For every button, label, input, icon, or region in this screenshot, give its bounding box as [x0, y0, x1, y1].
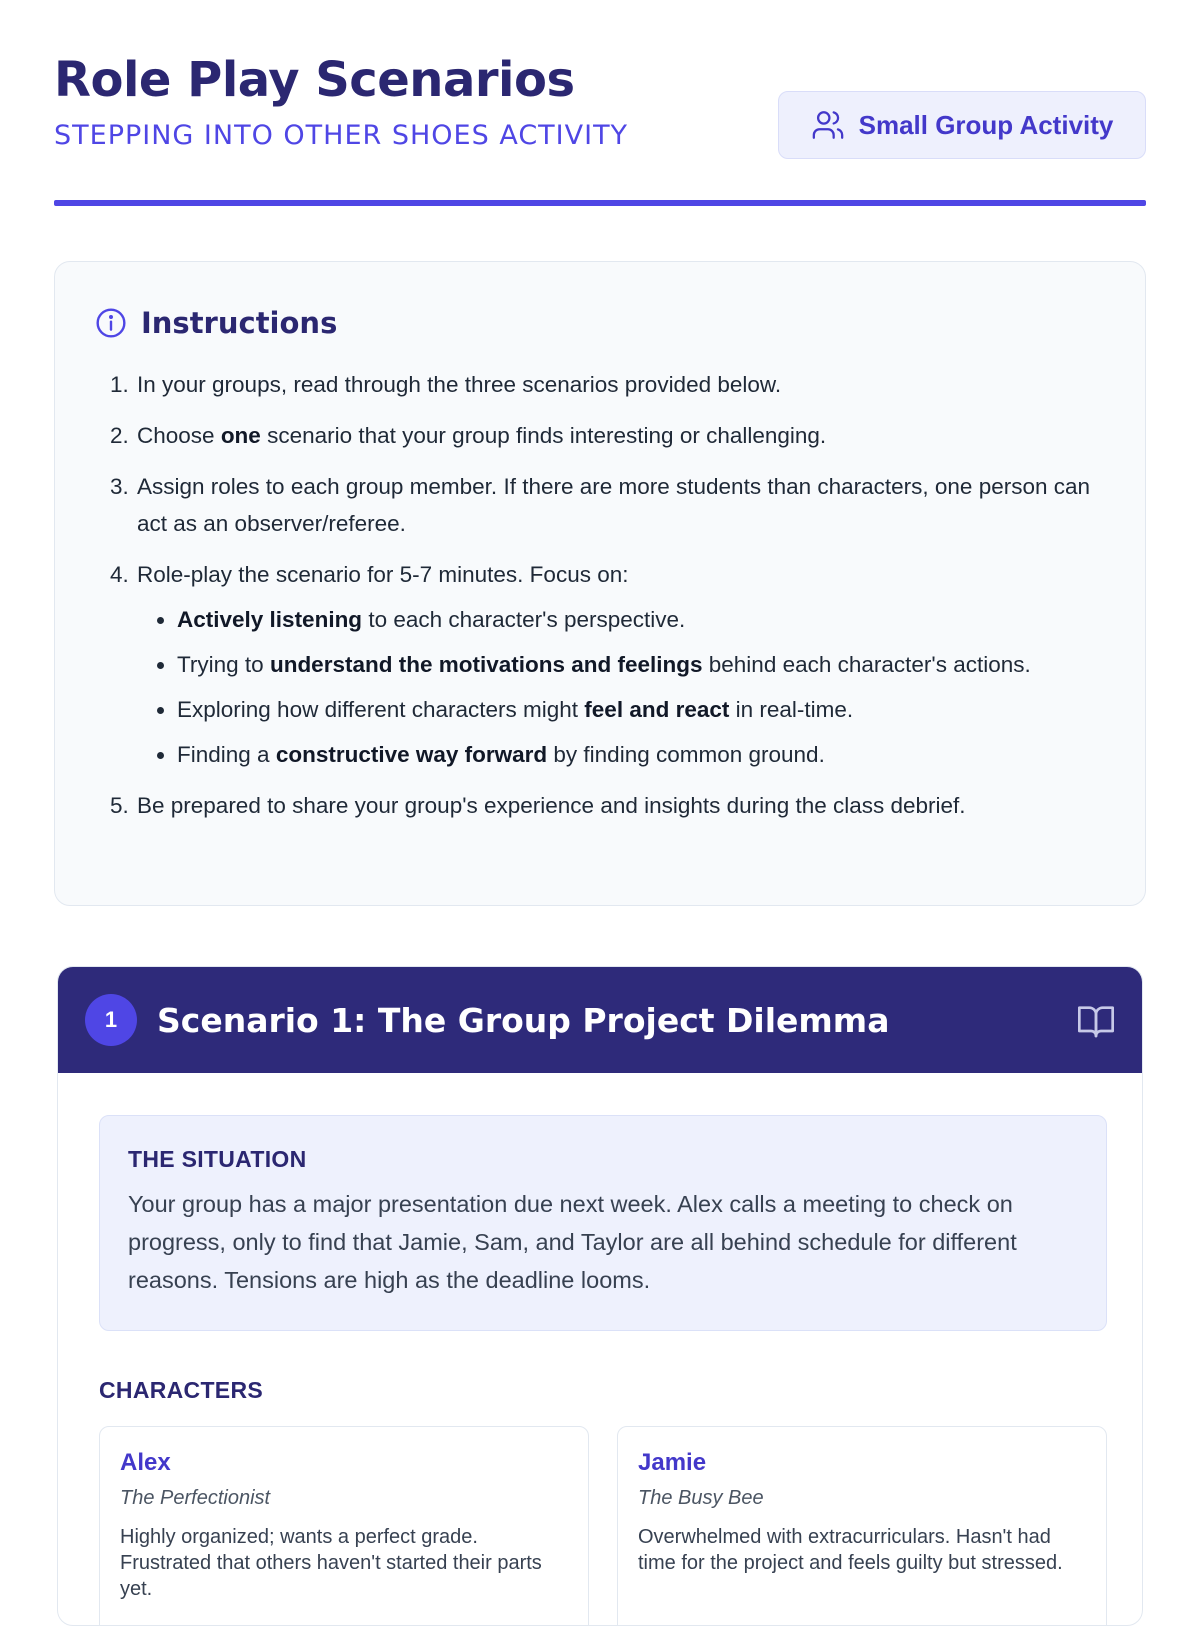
page-subtitle: STEPPING INTO OTHER SHOES ACTIVITY	[54, 120, 629, 151]
info-icon	[95, 307, 127, 339]
focus-text: Finding a	[177, 742, 276, 767]
instruction-step	[135, 417, 1105, 454]
book-open-icon	[1076, 1001, 1116, 1041]
focus-item	[177, 646, 1105, 683]
focus-item	[177, 736, 1105, 773]
character-name: Jamie	[638, 1449, 707, 1476]
character-role: The Busy Bee	[638, 1487, 764, 1509]
focus-text: by finding common ground.	[547, 742, 825, 767]
situation-box	[99, 1115, 1107, 1331]
situation-label: THE SITUATION	[128, 1146, 307, 1172]
badge-label: Small Group Activity	[858, 109, 1114, 140]
focus-text: Exploring how different characters might	[177, 697, 585, 722]
character-description: Overwhelmed with extracurriculars. Hasn't had time for the project and feels guilty but stressed.	[638, 1526, 1063, 1574]
situation-text: Your group has a major presentation due next week. Alex calls a meeting to check on progress, only to find that Jamie, Sam, and Taylor are all behind schedule for different reasons. Tensions are high as the deadline looms.	[128, 1191, 1017, 1293]
page	[54, 0, 1146, 818]
character-role: The Perfectionist	[120, 1487, 271, 1509]
step-text: Be prepared to share your group's experience and insights during the class debrief.	[137, 793, 966, 818]
scenario-card	[57, 966, 1143, 1626]
focus-emphasis: feel and react	[584, 697, 730, 722]
step-emphasis: one	[220, 423, 261, 448]
scenario-title: Scenario 1: The Group Project Dilemma	[157, 1000, 890, 1040]
step-text: In your groups, read through the three scenarios provided below.	[137, 372, 782, 397]
instruction-step	[135, 787, 1105, 824]
step-text: Choose	[137, 423, 221, 448]
focus-emphasis: understand the motivations and feelings	[269, 652, 703, 677]
character-card-jamie	[617, 1426, 1107, 1626]
step-text: scenario that your group finds interesting or challenging.	[260, 423, 827, 448]
instructions-header	[95, 306, 1105, 340]
focus-emphasis: Actively listening	[177, 607, 363, 632]
focus-emphasis: constructive way forward	[275, 742, 548, 767]
instruction-step	[135, 366, 1105, 403]
focus-text: to each character's perspective.	[362, 607, 686, 632]
character-name: Alex	[120, 1449, 171, 1476]
scenario-header	[58, 967, 1142, 1073]
page-title: Role Play Scenarios	[54, 52, 575, 108]
small-group-badge	[778, 91, 1146, 159]
instructions-list	[95, 366, 1105, 824]
step-text: Assign roles to each group member. If there are more students than characters, one person can act as an observer/referee.	[137, 474, 1091, 536]
characters-label: CHARACTERS	[99, 1377, 263, 1403]
character-card-alex	[99, 1426, 589, 1626]
instructions-heading: Instructions	[141, 306, 338, 340]
scenario-number: 1	[85, 994, 137, 1046]
focus-item	[177, 691, 1105, 728]
header-divider	[54, 200, 1146, 206]
focus-list	[137, 601, 1105, 773]
users-icon	[811, 108, 845, 142]
instruction-step	[135, 468, 1105, 542]
instructions-card	[54, 261, 1146, 906]
focus-text: Trying to	[177, 652, 270, 677]
focus-text: behind each character's actions.	[702, 652, 1031, 677]
instruction-step	[135, 556, 1105, 773]
page-header	[54, 0, 1146, 210]
focus-text: in real-time.	[729, 697, 854, 722]
character-description: Highly organized; wants a perfect grade. Frustrated that others haven't started their parts yet.	[120, 1526, 542, 1600]
step-text: Role-play the scenario for 5-7 minutes. Focus on:	[137, 562, 629, 587]
focus-item	[177, 601, 1105, 638]
